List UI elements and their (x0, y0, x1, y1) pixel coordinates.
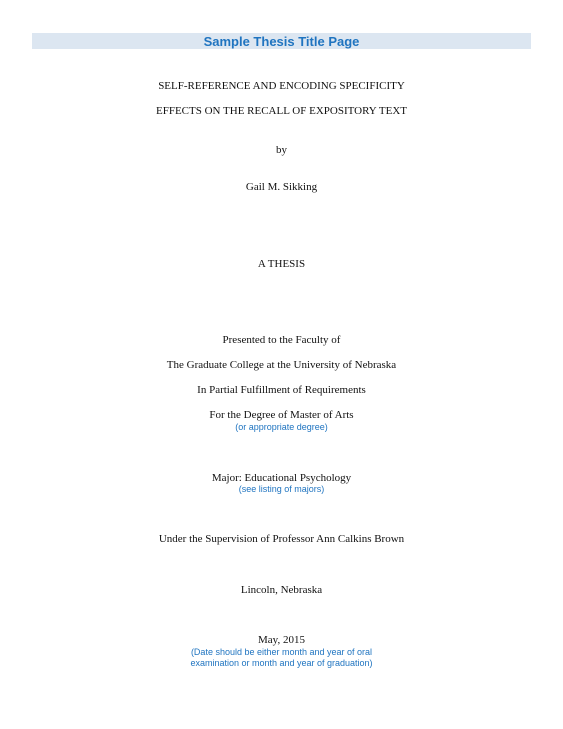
date: May, 2015 (258, 634, 305, 646)
major-note: (see listing of majors) (238, 484, 325, 494)
fulfillment: In Partial Fulfillment of Requirements (197, 384, 366, 396)
document-type: A THESIS (257, 258, 306, 270)
major: Major: Educational Psychology (211, 472, 352, 484)
date-note-line-2: examination or month and year of graduation) (190, 658, 373, 668)
institution: The Graduate College at the University of Nebraska (166, 359, 397, 371)
banner-title: Sample Thesis Title Page (203, 34, 360, 49)
sample-banner (32, 33, 531, 49)
author-name: Gail M. Sikking (245, 181, 318, 193)
location: Lincoln, Nebraska (240, 584, 323, 596)
supervision: Under the Supervision of Professor Ann Calkins Brown (158, 533, 405, 545)
by-label: by (276, 144, 287, 156)
thesis-title-line-1: SELF-REFERENCE AND ENCODING SPECIFICITY (158, 80, 405, 92)
degree-note: (or appropriate degree) (235, 422, 328, 432)
presented-to: Presented to the Faculty of (222, 334, 341, 346)
thesis-title-line-2: EFFECTS ON THE RECALL OF EXPOSITORY TEXT (156, 105, 407, 117)
date-note-line-1: (Date should be either month and year of oral (190, 647, 373, 657)
degree: For the Degree of Master of Arts (209, 409, 354, 421)
